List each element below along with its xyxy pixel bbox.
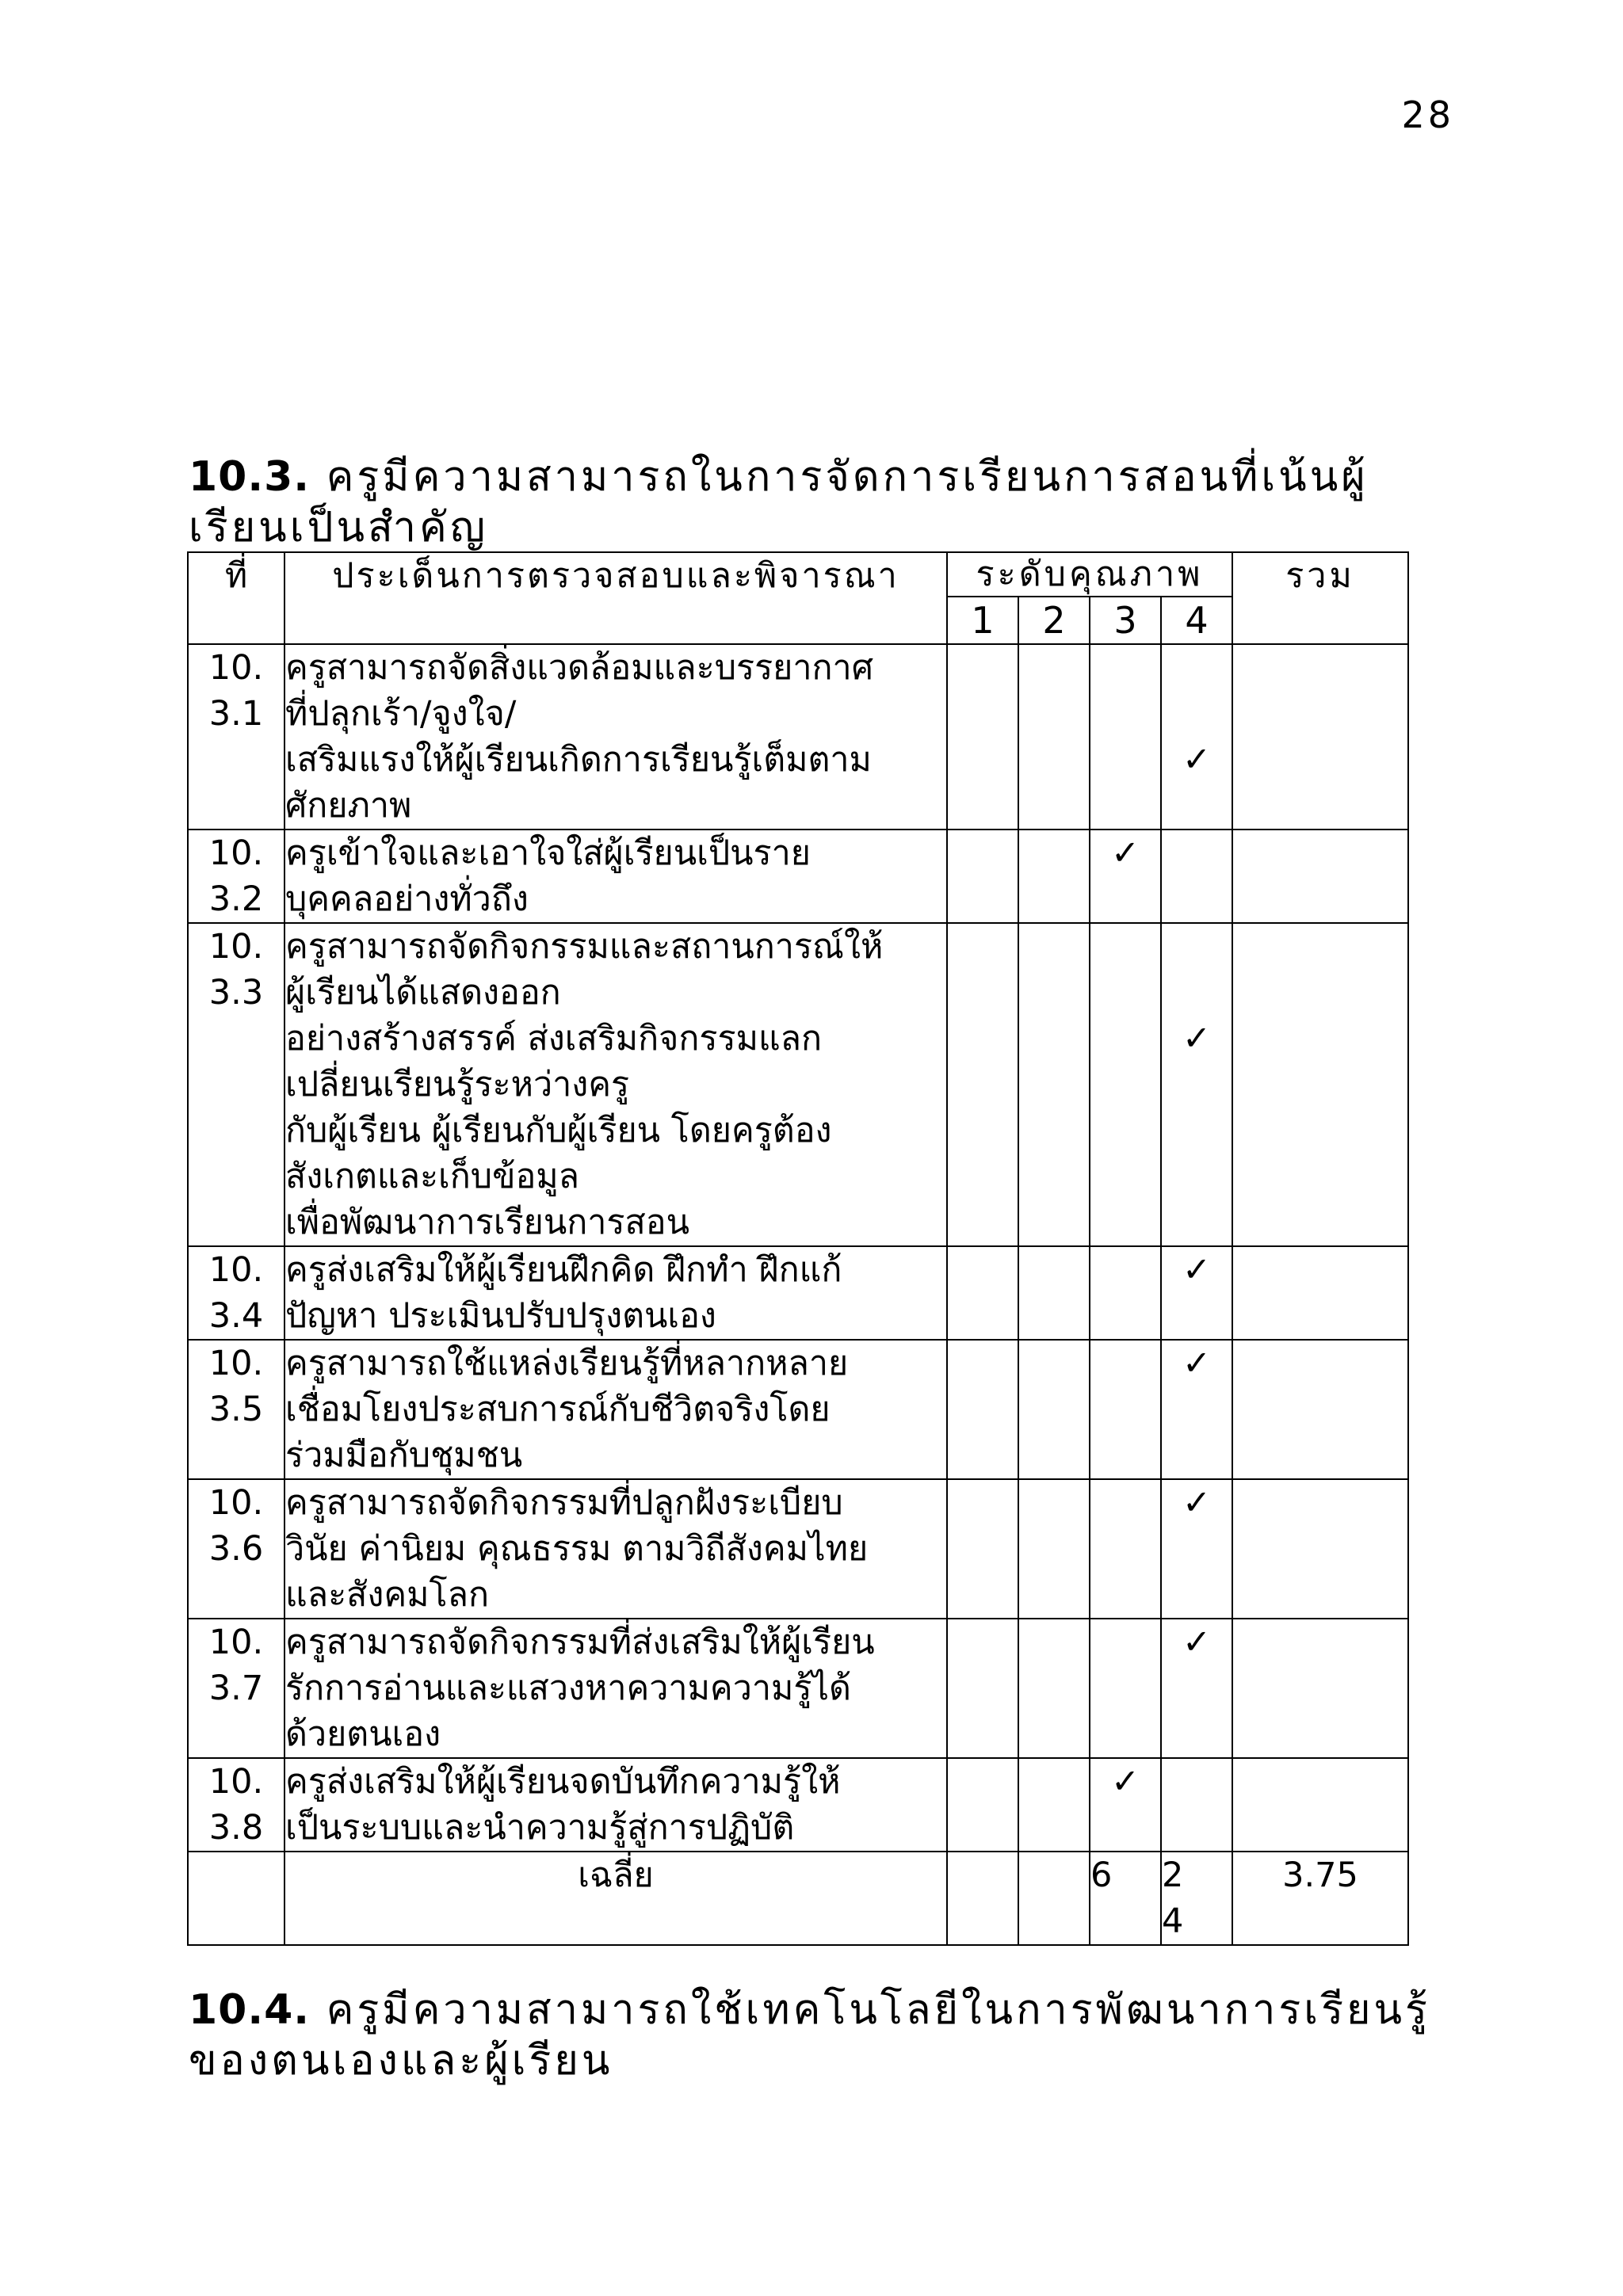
row-total-cell: [1232, 1479, 1408, 1619]
row-item-text: [285, 1246, 947, 1340]
level-1-cell: [947, 1246, 1018, 1340]
row-item-line: ผู้เรียนได้แสดงออก: [285, 973, 561, 1013]
section-title-line2: ของตนเองและผู้เรียน: [189, 2037, 613, 2084]
row-item-line: เชื่อมโยงประสบการณ์กับชีวิตจริงโดย: [285, 1390, 831, 1429]
level-3-cell: [1090, 1246, 1161, 1340]
level-1-cell: [947, 923, 1018, 1246]
table-row: [188, 1479, 1408, 1619]
check-mark-icon: ✓: [1110, 833, 1140, 873]
row-total-cell: [1232, 923, 1408, 1246]
level-3-cell: [1090, 923, 1161, 1246]
level-4-cell: [1161, 1619, 1232, 1758]
row-number-part: 10.: [208, 833, 264, 873]
table-row: [188, 1340, 1408, 1479]
table-row: [188, 1619, 1408, 1758]
row-total-cell: [1232, 644, 1408, 830]
row-item-line: ที่ปลุกเร้า/จูงใจ/: [285, 694, 517, 734]
check-mark-icon: ✓: [1182, 1623, 1212, 1662]
level-3-cell: [1090, 1758, 1161, 1852]
check-mark-icon: ✓: [1182, 1483, 1212, 1523]
check-mark-icon: ✓: [1182, 740, 1212, 780]
check-mark-icon: ✓: [1182, 1344, 1212, 1383]
row-item-line: ครูส่งเสริมให้ผู้เรียนฝึกคิด ฝึกทำ ฝึกแก้: [285, 1250, 842, 1290]
level-2-cell: [1018, 1340, 1090, 1479]
page-number: 28: [1401, 93, 1454, 136]
level-1-cell: [947, 1758, 1018, 1852]
row-total-cell: [1232, 1619, 1408, 1758]
row-item-line: เป็นระบบและนำความรู้สู่การปฏิบัติ: [285, 1808, 795, 1848]
level-3-cell: [1090, 830, 1161, 923]
average-level-2: [1018, 1852, 1090, 1945]
level-3-cell: [1090, 1619, 1161, 1758]
row-number: [188, 1340, 285, 1479]
row-number: [188, 1758, 285, 1852]
row-item-line: กับผู้เรียน ผู้เรียนกับผู้เรียน โดยครูต้อง: [285, 1111, 832, 1150]
row-item-line: ครูสามารถจัดสิ่งแวดล้อมและบรรยากาศ: [285, 648, 874, 688]
section-title-line1: ครูมีความสามารถในการจัดการเรียนการสอนที่เน้นผู้: [326, 453, 1369, 501]
row-item-line: ด้วยตนเอง: [285, 1714, 441, 1754]
level-2-cell: [1018, 1479, 1090, 1619]
row-item-line: สังเกตและเก็บข้อมูล: [285, 1157, 580, 1196]
row-number-part: 10.: [208, 1344, 264, 1383]
average-level-1: [947, 1852, 1018, 1945]
header-level-3: 3: [1090, 597, 1161, 644]
level-2-cell: [1018, 1619, 1090, 1758]
level-1-cell: [947, 644, 1018, 830]
row-item-line: ครูส่งเสริมให้ผู้เรียนจดบันทึกความรู้ให้: [285, 1762, 841, 1802]
row-item-line: ครูสามารถใช้แหล่งเรียนรู้ที่หลากหลาย: [285, 1344, 849, 1383]
row-item-line: วินัย ค่านิยม คุณธรรม ตามวิถีสังคมไทย: [285, 1529, 869, 1569]
average-no-cell: [188, 1852, 285, 1945]
row-item-text: [285, 1479, 947, 1619]
level-4-cell: [1161, 1758, 1232, 1852]
row-item-line: ครูเข้าใจและเอาใจใส่ผู้เรียนเป็นราย: [285, 833, 811, 873]
section-heading-10-4: [189, 1985, 1457, 2086]
row-item-text: [285, 923, 947, 1246]
average-total: 3.75: [1232, 1852, 1408, 1945]
average-level-4-line2: 4: [1162, 1901, 1184, 1941]
average-label: เฉลี่ย: [285, 1852, 947, 1945]
table-row: [188, 644, 1408, 830]
row-item-line: บุคคลอย่างทั่วถึง: [285, 879, 529, 919]
row-item-text: [285, 1340, 947, 1479]
header-level-2: 2: [1018, 597, 1090, 644]
level-4-cell: [1161, 923, 1232, 1246]
table-row: [188, 830, 1408, 923]
row-item-line: ปัญหา ประเมินปรับปรุงตนเอง: [285, 1296, 716, 1336]
row-item-line: รักการอ่านและแสวงหาความความรู้ได้: [285, 1669, 851, 1708]
header-item: ประเด็นการตรวจสอบและพิจารณา: [285, 552, 947, 644]
row-number: [188, 644, 285, 830]
section-title-line2: เรียนเป็นสำคัญ: [189, 504, 489, 551]
row-item-text: [285, 830, 947, 923]
row-item-text: [285, 644, 947, 830]
level-1-cell: [947, 1340, 1018, 1479]
section-title-line1: ครูมีความสามารถใช้เทคโนโลยีในการพัฒนาการเรียนรู้: [326, 1986, 1430, 2034]
header-quality-level: ระดับคุณภาพ: [947, 552, 1232, 597]
row-total-cell: [1232, 1340, 1408, 1479]
row-number-part: 10.: [208, 1623, 264, 1662]
section-heading-10-3: [189, 452, 1457, 553]
row-item-line: และสังคมโลก: [285, 1575, 489, 1615]
row-item-line: เสริมแรงให้ผู้เรียนเกิดการเรียนรู้เต็มตาม: [285, 740, 872, 780]
table-body: [188, 644, 1408, 1852]
row-total-cell: [1232, 1246, 1408, 1340]
row-number-part: 3.6: [208, 1529, 264, 1569]
row-number: [188, 923, 285, 1246]
level-4-cell: [1161, 1479, 1232, 1619]
level-1-cell: [947, 830, 1018, 923]
row-number-part: 10.: [208, 1250, 264, 1290]
row-number-part: 10.: [208, 927, 264, 967]
check-mark-icon: ✓: [1182, 1019, 1212, 1058]
header-total: รวม: [1232, 552, 1408, 644]
row-item-text: [285, 1758, 947, 1852]
level-4-cell: [1161, 1340, 1232, 1479]
row-number-part: 3.4: [208, 1296, 264, 1336]
average-level-4-line1: 2: [1162, 1855, 1184, 1895]
header-no: ที่: [188, 552, 285, 644]
row-number: [188, 1479, 285, 1619]
row-item-line: ครูสามารถจัดกิจกรรมที่ส่งเสริมให้ผู้เรียน: [285, 1623, 875, 1662]
row-item-line: ร่วมมือกับชุมชน: [285, 1436, 523, 1475]
level-3-cell: [1090, 644, 1161, 830]
section-number: 10.3.: [189, 453, 311, 501]
level-3-cell: [1090, 1340, 1161, 1479]
row-item-text: [285, 1619, 947, 1758]
table-row: [188, 1246, 1408, 1340]
level-2-cell: [1018, 1758, 1090, 1852]
level-4-cell: [1161, 1246, 1232, 1340]
header-level-4: 4: [1161, 597, 1232, 644]
row-item-line: ศักยภาพ: [285, 786, 412, 826]
level-3-cell: [1090, 1479, 1161, 1619]
row-number: [188, 1246, 285, 1340]
level-2-cell: [1018, 830, 1090, 923]
row-number: [188, 830, 285, 923]
check-mark-icon: ✓: [1110, 1762, 1140, 1802]
row-total-cell: [1232, 1758, 1408, 1852]
level-4-cell: [1161, 830, 1232, 923]
row-number-part: 10.: [208, 1483, 264, 1523]
table-row: [188, 1758, 1408, 1852]
row-number-part: 3.7: [208, 1669, 264, 1708]
row-number-part: 3.1: [208, 694, 264, 734]
level-1-cell: [947, 1619, 1018, 1758]
level-2-cell: [1018, 1246, 1090, 1340]
level-2-cell: [1018, 923, 1090, 1246]
section-number: 10.4.: [189, 1986, 311, 2034]
row-number: [188, 1619, 285, 1758]
check-mark-icon: ✓: [1182, 1250, 1212, 1290]
row-number-part: 10.: [208, 1762, 264, 1802]
row-number-part: 10.: [208, 648, 264, 688]
row-item-line: ครูสามารถจัดกิจกรรมที่ปลูกฝังระเบียบ: [285, 1483, 843, 1523]
table-row: [188, 923, 1408, 1246]
row-number-part: 3.8: [208, 1808, 264, 1848]
row-item-line: เพื่อพัฒนาการเรียนการสอน: [285, 1203, 689, 1242]
row-number-part: 3.5: [208, 1390, 264, 1429]
level-2-cell: [1018, 644, 1090, 830]
average-level-3: 6: [1090, 1852, 1161, 1945]
row-total-cell: [1232, 830, 1408, 923]
row-item-line: ครูสามารถจัดกิจกรรมและสถานการณ์ให้: [285, 927, 884, 967]
level-4-cell: [1161, 644, 1232, 830]
row-item-line: เปลี่ยนเรียนรู้ระหว่างครู: [285, 1065, 630, 1104]
evaluation-table: [187, 551, 1409, 1946]
row-item-line: อย่างสร้างสรรค์ ส่งเสริมกิจกรรมแลก: [285, 1019, 823, 1058]
average-row: [188, 1852, 1408, 1945]
row-number-part: 3.2: [208, 879, 264, 919]
header-level-1: 1: [947, 597, 1018, 644]
level-1-cell: [947, 1479, 1018, 1619]
average-level-4: [1161, 1852, 1232, 1945]
row-number-part: 3.3: [208, 973, 264, 1013]
